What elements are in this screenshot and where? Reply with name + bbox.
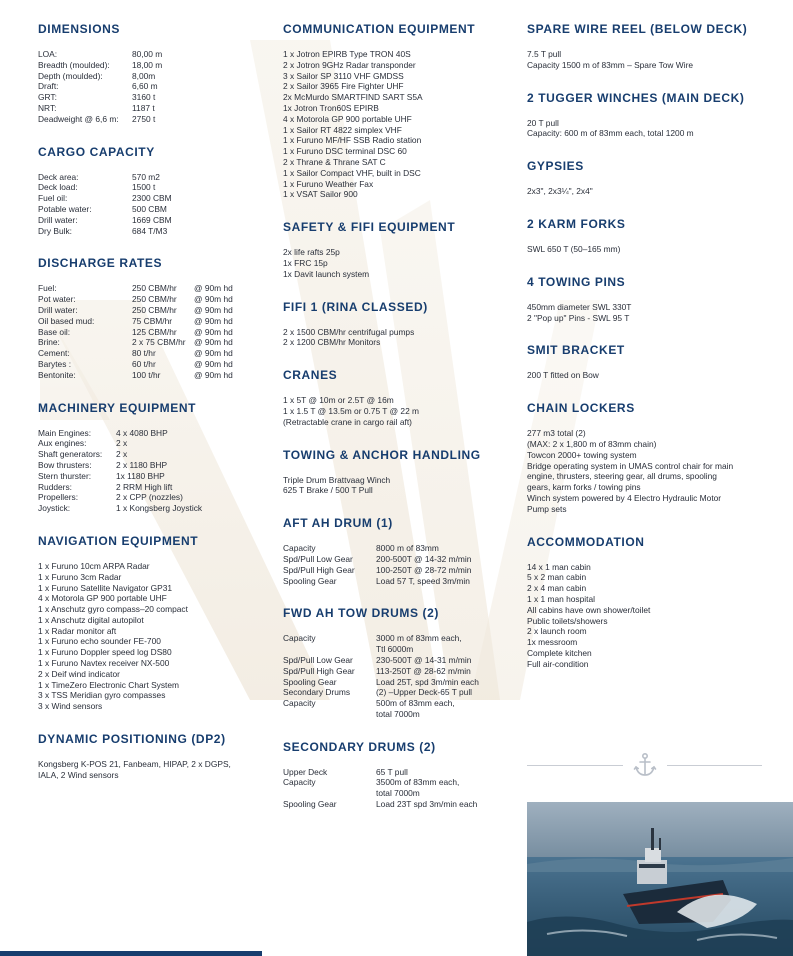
list-item: 2x3", 2x3¼", 2x4" [527,186,593,197]
spec-label: Pot water: [38,294,76,305]
spec-value: 8000 m of 83mm [376,543,439,554]
list-item: 4 x Motorola GP 900 portable UHF [283,113,412,124]
spec-label: Stern thurster: [38,470,92,481]
section-safety-fifi [283,220,515,279]
spec-value: 3160 t [132,92,156,103]
spec-value: 125 CBM/hr [132,326,177,337]
spec-label: Capacity [283,777,316,788]
section-secondary-drums [283,740,515,810]
spec-head: @ 90m hd [194,294,233,305]
spec-head: @ 90m hd [194,283,233,294]
list-item: 450mm diameter SWL 330T [527,301,632,312]
spec-value: 1500 t [132,182,156,193]
list-item: 2 x 1500 CBM/hr centrifugal pumps [283,326,415,337]
list-item: 1x messroom [527,637,578,648]
list-item: Pump sets [527,503,567,514]
spec-row [38,359,270,370]
spec-value: 75 CBM/hr [132,315,173,326]
column-left [38,22,270,801]
spec-row [283,677,515,688]
spec-value: total 7000m [376,708,420,719]
spec-value: 250 CBM/hr [132,283,177,294]
section-title: FWD AH TOW DRUMS (2) [283,606,439,621]
list-item: 200 T fitted on Bow [527,370,599,381]
section-aft-ah-drum [283,516,515,586]
section-title: COMMUNICATION EQUIPMENT [283,22,476,36]
spec-label: Bow thrusters: [38,459,92,470]
list-item: 2 x Jotron 9GHz Radar transponder [283,59,416,70]
spec-value: Load 57 T, speed 3m/min [376,575,470,586]
spec-label: Bentonite: [38,369,76,380]
spec-row [283,799,515,810]
spec-value: 1 x Kongsberg Joystick [116,503,203,514]
section-discharge-rates [38,256,270,380]
spec-value: Ttl 6000m [376,644,414,655]
section-title: DYNAMIC POSITIONING (DP2) [38,732,226,747]
spec-row [283,543,515,554]
section-title: NAVIGATION EQUIPMENT [38,533,199,548]
spec-label: Spooling Gear [283,575,337,586]
spec-value: 1187 t [132,102,155,113]
spec-row [38,283,270,294]
list-item: 1 x Furuno Doppler speed log DS80 [38,647,172,658]
spec-label: Deck area: [38,171,79,182]
section-dynamic-positioning [38,732,270,781]
list-item: 1 x VSAT Sailor 900 [283,189,358,200]
spec-value: 65 T pull [376,766,408,777]
spec-label [283,709,376,720]
spec-label: Rudders: [38,481,72,492]
list-item: 1 x Furuno Satellite Navigator GP31 [38,582,173,593]
spec-label: Drill water: [38,304,78,315]
section-title: SAFETY & FIFI EQUIPMENT [283,220,456,235]
list-item: 7.5 T pull [527,49,562,59]
section-title: CARGO CAPACITY [38,144,155,159]
communication-list [283,49,515,200]
spec-head: @ 90m hd [194,315,233,326]
list-item: 3 x Wind sensors [38,701,103,712]
section-title: CHAIN LOCKERS [527,401,635,416]
list-item: 1 x Furuno 3cm Radar [38,571,122,582]
spec-label: Propellers: [38,492,79,503]
spec-value: 570 m2 [132,171,160,182]
spec-row [38,71,270,82]
spec-label: Spooling Gear [283,799,337,810]
section-gypsies [527,159,762,197]
divider-rule [667,765,763,766]
spec-row [38,193,270,204]
spec-label: Drill water: [38,214,78,225]
spec-value: 80,00 m [132,49,163,59]
section-title: GYPSIES [527,159,584,174]
spec-row [38,294,270,305]
list-item: IALA, 2 Wind sensors [38,769,119,780]
spec-row [283,666,515,677]
divider-rule [527,765,623,766]
list-item: Triple Drum Brattvaag Winch [283,474,391,485]
spec-value: 3000 m of 83mm each, [376,633,462,644]
spec-value: 18,00 m [132,59,163,70]
spec-row [38,60,270,71]
spec-value: 200-500T @ 14-32 m/min [376,553,472,564]
spec-label: Spd/Pull Low Gear [283,553,353,564]
section-karm-forks [527,217,762,255]
spec-row [38,92,270,103]
list-item: 1 x Furuno MF/HF SSB Radio station [283,135,422,146]
spec-label [283,788,376,799]
section-title: 2 KARM FORKS [527,216,626,231]
spec-label: Base oil: [38,326,71,337]
spec-row [38,81,270,92]
spec-row [38,316,270,327]
spec-label: Secondary Drums [283,687,351,698]
section-smit-bracket [527,343,762,381]
section-cranes [283,368,515,427]
spec-value: 230-500T @ 14-31 m/min [376,654,472,665]
section-communication [283,22,515,200]
spec-value: 8,00m [132,70,156,81]
section-title: 4 TOWING PINS [527,274,626,289]
list-item: 4 x Motorola GP 900 portable UHF [38,593,167,604]
section-tugger-winches [527,91,762,140]
column-right [527,22,762,690]
bottom-accent-bar [0,951,262,956]
spec-label: Barytes : [38,358,72,369]
spec-value: 100 t/hr [132,369,161,380]
list-item: Capacity 1500 m of 83mm – Spare Tow Wire [527,59,694,70]
spec-value: (2) –Upper Deck-65 T pull [376,687,473,698]
list-item: 1 x 5T @ 10m or 2.5T @ 16m [283,395,394,406]
section-title: SECONDARY DRUMS (2) [283,739,436,754]
spec-row [283,767,515,778]
spec-value: 2 x [116,449,128,460]
spec-row [38,348,270,359]
spec-row [283,565,515,576]
spec-row [38,49,270,60]
section-navigation [38,534,270,712]
discharge-table [38,283,270,380]
list-item: Public toilets/showers [527,615,608,626]
list-item: engine, thrusters, steering gear, all drums, spooling [527,471,717,482]
list-item: 1 x Furuno 10cm ARPA Radar [38,560,150,571]
spec-label: Potable water: [38,203,92,214]
spec-label: Breadth (moulded): [38,59,110,70]
spec-value: 500 CBM [132,203,167,214]
spec-row [38,204,270,215]
section-chain-lockers [527,401,762,514]
spec-label: Fuel: [38,283,57,294]
list-item: 1 x Anschutz digital autopilot [38,614,144,625]
spec-value: 250 CBM/hr [132,294,177,305]
spec-value: 2 x 1180 BHP [116,459,168,470]
spec-label: Joystick: [38,503,71,514]
list-item: 3 x Sailor SP 3110 VHF GMDSS [283,70,404,81]
spec-row [283,698,515,709]
spec-value: 250 CBM/hr [132,304,177,315]
vessel-illustration [527,802,793,956]
section-title: MACHINERY EQUIPMENT [38,400,197,415]
spec-value: 60 t/hr [132,358,156,369]
spec-row [38,492,270,503]
list-item: 2 x 4 man cabin [527,583,587,594]
list-item: 2x McMurdo SMARTFIND SART S5A [283,92,423,103]
list-item: All cabins have own shower/toilet [527,604,651,615]
spec-head: @ 90m hd [194,348,233,359]
list-item: Winch system powered by 4 Electro Hydraulic Motor [527,492,722,503]
list-item: (Retractable crane in cargo rail aft) [283,416,412,427]
spec-head: @ 90m hd [194,369,233,380]
section-spare-wire-reel [527,22,762,71]
list-item: 5 x 2 man cabin [527,572,587,583]
list-item: 2 x launch room [527,626,587,637]
section-title: DIMENSIONS [38,22,121,36]
list-item: 1 x Sailor RT 4822 simplex VHF [283,124,402,135]
spec-value: 2 x [116,438,128,449]
list-item: 1 x Jotron EPIRB Type TRON 40S [283,49,411,59]
spec-label: Capacity [283,543,316,554]
spec-label: Main Engines: [38,427,92,438]
spec-row [38,114,270,125]
spec-row [38,471,270,482]
list-item: Complete kitchen [527,647,592,658]
section-fifi-rina [283,300,515,349]
list-item: 1 x Furuno Weather Fax [283,178,374,189]
section-towing-pins [527,275,762,324]
anchor-icon [633,752,657,778]
spec-row [283,777,515,788]
list-item: 1 x Furuno Navtex receiver NX-500 [38,658,170,669]
spec-label: Fuel oil: [38,193,68,204]
list-item: 1 x Radar monitor aft [38,625,117,636]
spec-row [283,709,515,720]
list-item: 1 x 1 man hospital [527,593,595,604]
spec-label: Spooling Gear [283,676,337,687]
list-item: Bridge operating system in UMAS control chair for main [527,460,734,471]
list-item: 1x FRC 15p [283,257,328,268]
spec-row [38,503,270,514]
list-item: 1x Davit launch system [283,268,370,279]
spec-row [38,172,270,183]
list-item: Kongsberg K-POS 21, Fanbeam, HIPAP, 2 x DGPS, [38,759,231,770]
spec-label [283,644,376,655]
spec-value: 2300 CBM [132,193,172,204]
spec-value: 1669 CBM [132,214,172,225]
anchor-divider [527,752,762,778]
spec-value: 80 t/hr [132,348,156,359]
spec-row [283,644,515,655]
navigation-list [38,561,270,712]
section-fwd-ah-tow-drums [283,606,515,719]
list-item: 1 x TimeZero Electronic Chart System [38,679,180,690]
spec-label: Brine: [38,337,60,348]
spec-value: 2 RRM High lift [116,481,173,492]
spec-value: 3500m of 83mm each, [376,777,460,788]
spec-row [38,337,270,348]
spec-value: 113-250T @ 28-62 m/min [376,665,471,676]
spec-row [38,482,270,493]
spec-head: @ 90m hd [194,358,233,369]
vessel-photo [527,802,793,956]
section-towing-anchor [283,448,515,497]
spec-value: 2750 t [132,113,156,124]
section-title: CRANES [283,368,338,383]
spec-row [283,633,515,644]
spec-row [38,460,270,471]
spec-value: 6,60 m [132,81,158,92]
section-machinery [38,401,270,514]
section-dimensions [38,22,270,125]
spec-label: LOA: [38,49,58,59]
spec-row [283,655,515,666]
spec-row [283,554,515,565]
list-item: 1 x Furuno echo sounder FE-700 [38,636,161,647]
list-item: 2 x Sailor 3965 Fire Fighter UHF [283,81,404,92]
spec-head: @ 90m hd [194,326,233,337]
list-item: Full air-condition [527,658,589,669]
list-item: 2 x 1200 CBM/hr Monitors [283,337,381,348]
section-title: DISCHARGE RATES [38,256,163,271]
list-item: Capacity: 600 m of 83mm each, total 1200 m [527,128,694,139]
list-item: 1 x 1.5 T @ 13.5m or 0.75 T @ 22 m [283,405,420,416]
spec-label: Spd/Pull High Gear [283,665,355,676]
spec-label: Spd/Pull High Gear [283,564,355,575]
section-accommodation [527,535,762,670]
list-item: 2 x Thrane & Thrane SAT C [283,156,386,167]
spec-row [283,576,515,587]
spec-value: 500m of 83mm each, [376,698,455,709]
spec-row [38,449,270,460]
spec-label: GRT: [38,92,57,103]
spec-row [283,687,515,698]
spec-label: NRT: [38,102,57,113]
list-item: 2 "Pop up" Pins - SWL 95 T [527,312,630,323]
spec-row [38,182,270,193]
spec-row [38,103,270,114]
spec-row [283,788,515,799]
machinery-table [38,428,270,514]
list-item: 3 x TSS Meridian gyro compasses [38,690,166,701]
spec-row [38,327,270,338]
section-title: 2 TUGGER WINCHES (MAIN DECK) [527,90,745,105]
spec-label: Deadweight @ 6,6 m: [38,113,119,124]
spec-value: Load 25T, spd 3m/min each [376,676,479,687]
list-item: 2x life rafts 25p [283,247,340,258]
list-item: SWL 650 T (50–165 mm) [527,243,621,254]
list-item: 1x Jotron Tron60S EPIRB [283,102,379,113]
list-item: 1 x Sailor Compact VHF, built in DSC [283,167,421,178]
list-item: 2 x Deif wind indicator [38,668,120,679]
spec-row [38,438,270,449]
spec-value: 2 x 75 CBM/hr [132,337,186,348]
list-item: 1 x Furuno DSC terminal DSC 60 [283,146,407,157]
spec-label: Spd/Pull Low Gear [283,654,353,665]
spec-value: total 7000m [376,788,420,799]
section-title: SPARE WIRE REEL (BELOW DECK) [527,22,748,36]
spec-row [38,215,270,226]
section-title: AFT AH DRUM (1) [283,516,393,531]
column-middle [283,22,515,830]
spec-head: @ 90m hd [194,337,233,348]
spec-label: Draft: [38,81,59,92]
spec-row [38,428,270,439]
list-item: 625 T Brake / 500 T Pull [283,485,373,496]
list-item: Towcon 2000+ towing system [527,449,637,460]
spec-label: Upper Deck [283,766,328,777]
list-item: gears, karm forks / towing pins [527,482,641,493]
spec-label: Shaft generators: [38,449,103,460]
spec-head: @ 90m hd [194,304,233,315]
spec-label: Aux engines: [38,438,87,449]
section-title: TOWING & ANCHOR HANDLING [283,447,481,462]
section-title: FIFI 1 (RINA CLASSED) [283,299,428,314]
spec-label: Capacity [283,633,316,644]
spec-label: Dry Bulk: [38,225,72,236]
spec-value: 684 T/M3 [132,225,168,236]
spec-value: Load 23T spd 3m/min each [376,799,478,810]
cargo-table [38,172,270,237]
spec-label: Deck load: [38,182,78,193]
spec-label: Oil based mud: [38,315,95,326]
spec-label: Capacity [283,698,316,709]
dimensions-table [38,49,270,125]
spec-value: 2 x CPP (nozzles) [116,492,183,503]
list-item: 14 x 1 man cabin [527,561,591,572]
list-item: (MAX: 2 x 1,800 m of 83mm chain) [527,438,657,449]
dp-list [38,759,270,781]
section-title: ACCOMMODATION [527,534,645,549]
spec-value: 100-250T @ 28-72 m/min [376,564,472,575]
spec-row [38,305,270,316]
spec-row [38,226,270,237]
section-cargo-capacity [38,145,270,237]
list-item: 1 x Anschutz gyro compass–20 compact [38,604,188,615]
spec-label: Cement: [38,348,70,359]
section-title: SMIT BRACKET [527,343,625,358]
list-item: 277 m3 total (2) [527,428,586,439]
spec-label: Depth (moulded): [38,70,103,81]
spec-row [38,370,270,381]
spec-value: 4 x 4080 BHP [116,427,168,438]
spec-value: 1x 1180 BHP [116,470,165,481]
list-item: 20 T pull [527,117,559,128]
